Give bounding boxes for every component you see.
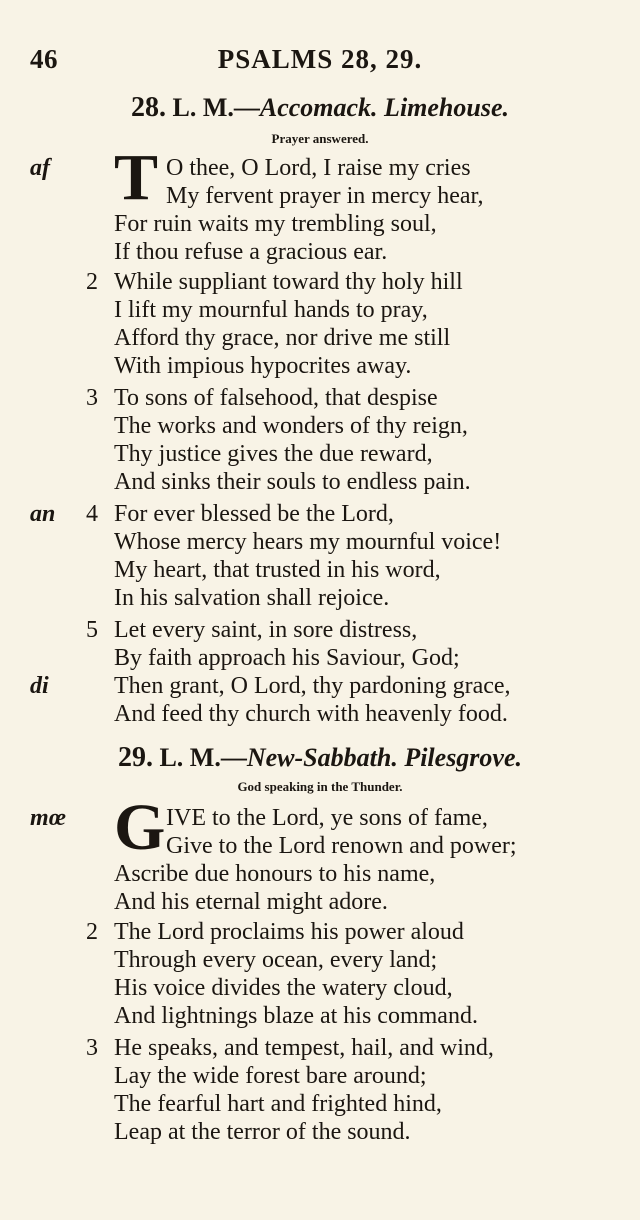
psalm-29-tunes: New-Sabbath. Pilesgrove. [246, 743, 523, 772]
verse-line: While suppliant toward thy holy hill [114, 269, 463, 295]
verse-line: My fervent prayer in mercy hear, [166, 183, 484, 209]
verse-number: 3 [86, 1035, 98, 1061]
verse-line: To sons of falsehood, that despise [114, 385, 438, 411]
psalm-29-number: 29. [117, 742, 153, 773]
margin-note: di [30, 673, 49, 699]
psalm-28-tunes: Accomack. Limehouse. [259, 93, 510, 122]
verse-line: Afford thy grace, nor drive me still [114, 325, 451, 351]
verse-number: 3 [86, 385, 98, 411]
psalm-28-meter: L. M.— [172, 93, 260, 122]
verse-line: Leap at the terror of the sound. [114, 1119, 411, 1145]
verse-line: O thee, O Lord, I raise my cries [166, 155, 471, 181]
verse-number: 5 [86, 617, 98, 643]
running-head: PSALMS 28, 29. [217, 44, 423, 74]
verse-line: IVE to the Lord, ye sons of fame, [166, 805, 488, 831]
page-header [0, 44, 640, 84]
verse-line: And his eternal might adore. [114, 889, 388, 915]
verse-line: By faith approach his Saviour, God; [114, 645, 460, 671]
verse-line: And sinks their souls to endless pain. [114, 469, 471, 495]
verse-line: If thou refuse a gracious ear. [114, 239, 388, 265]
verse-line: The Lord proclaims his power aloud [114, 919, 464, 945]
verse-line: For ruin waits my trembling soul, [114, 211, 437, 237]
verse-number: 4 [86, 501, 98, 527]
verse-line: His voice divides the watery cloud, [114, 975, 453, 1001]
page-number: 46 [30, 44, 58, 74]
verse-line: Ascribe due honours to his name, [114, 861, 436, 887]
psalm-29-meter: L. M.— [159, 743, 247, 772]
verse-line: And lightnings blaze at his command. [114, 1003, 478, 1029]
verse-line: The fearful hart and frighted hind, [114, 1091, 442, 1117]
verse-line: Then grant, O Lord, thy pardoning grace, [114, 673, 511, 699]
margin-note: af [30, 155, 50, 181]
margin-note: an [30, 501, 56, 527]
psalm-28-subtitle: Prayer answered. [271, 131, 369, 146]
verse-line: My heart, that trusted in his word, [114, 557, 441, 583]
verse-line: Let every saint, in sore distress, [114, 617, 418, 643]
verse-line: Whose mercy hears my mournful voice! [114, 529, 502, 555]
verse-line: And feed thy church with heavenly food. [114, 701, 508, 727]
verse-line: Thy justice gives the due reward, [114, 441, 433, 467]
verse-line: Through every ocean, every land; [114, 947, 438, 973]
verse-line: He speaks, and tempest, hail, and wind, [114, 1035, 494, 1061]
psalm-29-drop-cap: G [114, 791, 166, 864]
verse-line: With impious hypocrites away. [114, 353, 412, 379]
psalm-28-title [0, 92, 640, 124]
psalm-29-title [0, 742, 640, 774]
margin-note: mœ [30, 805, 66, 831]
verse-line: Lay the wide forest bare around; [114, 1063, 427, 1089]
psalm-28-drop-cap: T [114, 141, 159, 214]
psalm-28-number: 28. [130, 92, 166, 123]
verse-line: For ever blessed be the Lord, [114, 501, 394, 527]
verse-line: I lift my mournful hands to pray, [114, 297, 428, 323]
verse-line: Give to the Lord renown and power; [166, 833, 517, 859]
verse-line: The works and wonders of thy reign, [114, 413, 468, 439]
verse-number: 2 [86, 919, 98, 945]
psalm-29-subtitle: God speaking in the Thunder. [237, 779, 403, 794]
verse-number: 2 [86, 269, 98, 295]
verse-line: In his salvation shall rejoice. [114, 585, 390, 611]
